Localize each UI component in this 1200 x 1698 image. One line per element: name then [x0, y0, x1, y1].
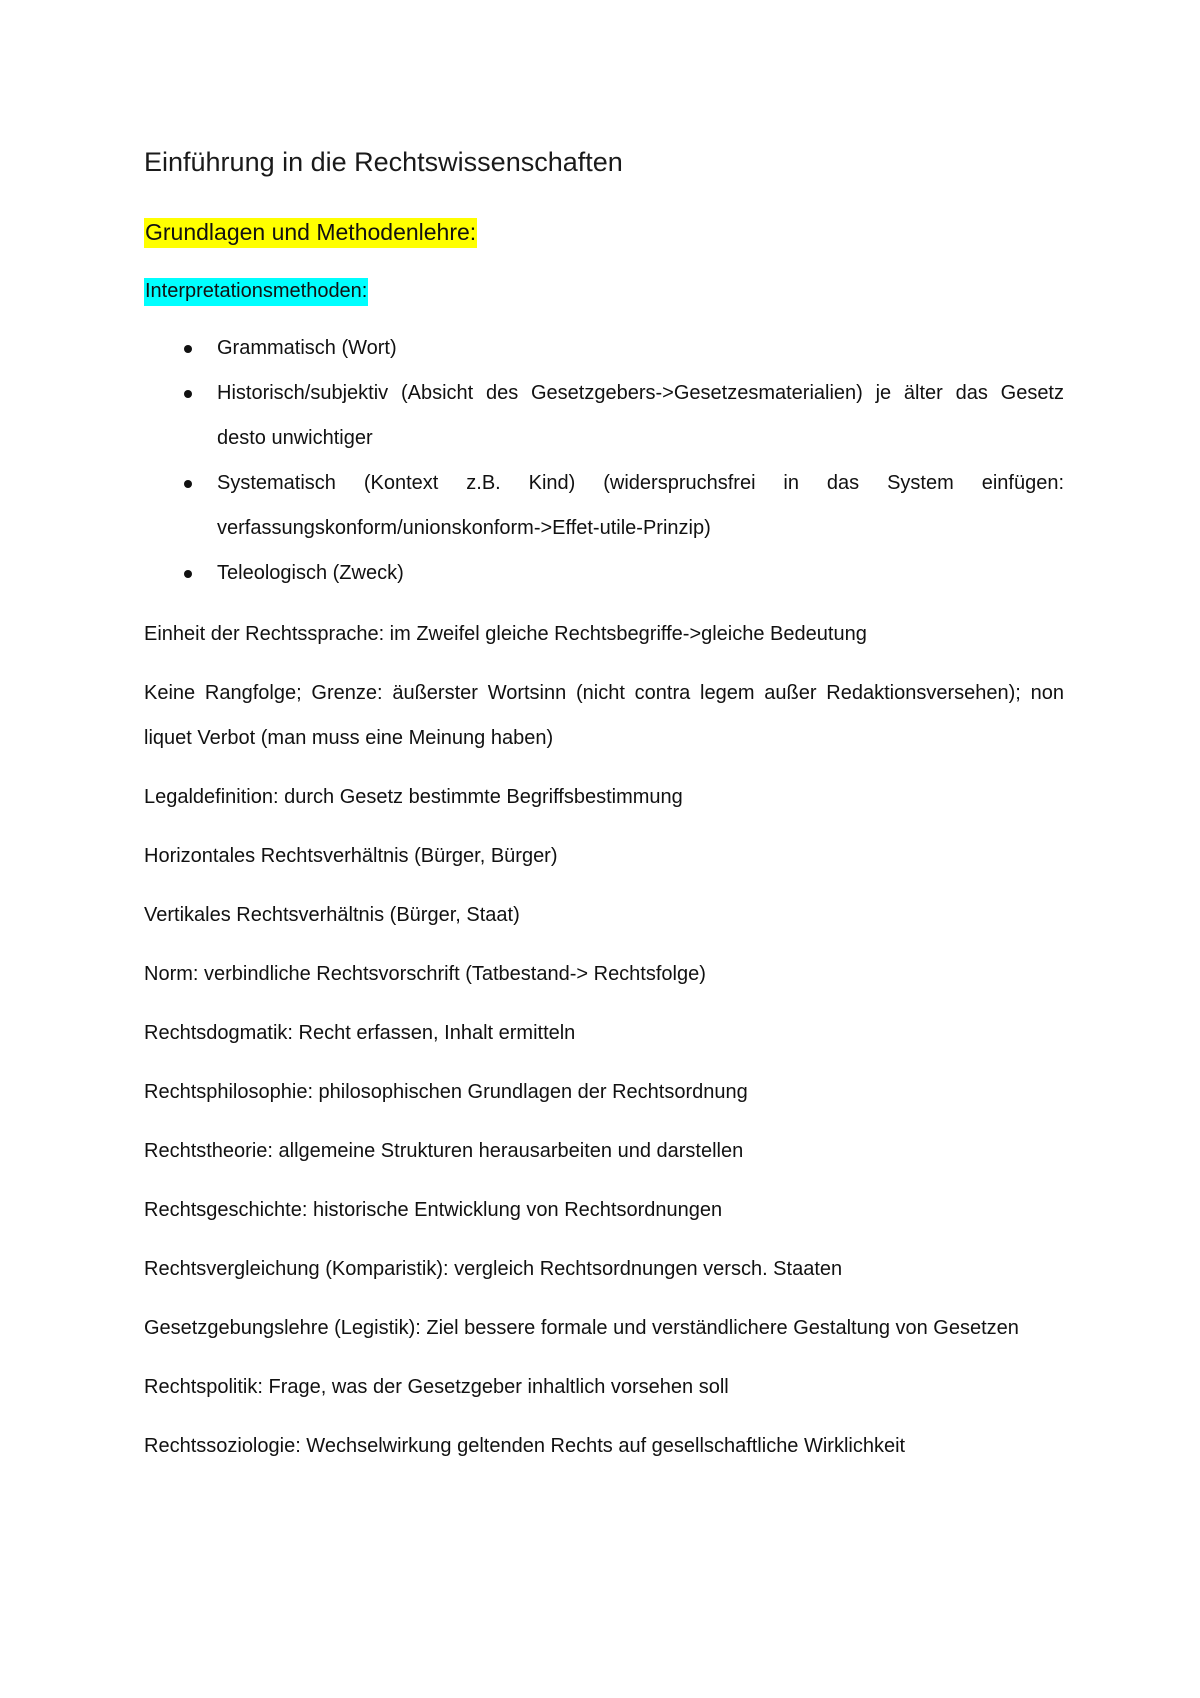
- paragraph: Norm: verbindliche Rechtsvorschrift (Tatbestand-> Rechtsfolge): [144, 963, 706, 985]
- bullet-icon: [184, 390, 192, 398]
- section-heading-text: Grundlagen und Methodenlehre:: [144, 218, 477, 248]
- section-heading: [144, 212, 1064, 252]
- document-page: [144, 140, 1064, 1469]
- bullet-icon: [184, 345, 192, 353]
- bullet-icon: [184, 570, 192, 578]
- list-item: [144, 461, 1064, 551]
- paragraph: Rechtsdogmatik: Recht erfassen, Inhalt ermitteln: [144, 1022, 576, 1044]
- paragraph: Rechtsvergleichung (Komparistik): vergleich Rechtsordnungen versch. Staaten: [144, 1258, 843, 1280]
- paragraph: Rechtspolitik: Frage, was der Gesetzgeber inhaltlich vorsehen soll: [144, 1376, 729, 1398]
- paragraph: Legaldefinition: durch Gesetz bestimmte Begriffsbestimmung: [144, 786, 683, 808]
- list-item-text: Historisch/subjektiv (Absicht des Gesetzgebers->Gesetzesmaterialien) je älter das Gesetz desto unwichtiger: [217, 382, 1064, 449]
- list-item: [144, 326, 1064, 371]
- paragraph: Keine Rangfolge; Grenze: äußerster Wortsinn (nicht contra legem außer Redaktionsversehen); non liquet Verbot (man muss eine Meinung haben): [144, 682, 1064, 749]
- paragraph: Gesetzgebungslehre (Legistik): Ziel bessere formale und verständlichere Gestaltung von Gesetzen: [144, 1317, 1019, 1339]
- list-item: [144, 371, 1064, 461]
- list-item-text: Teleologisch (Zweck): [217, 562, 404, 584]
- list-item-text: Systematisch (Kontext z.B. Kind) (widerspruchsfrei in das System einfügen: verfassungskonform/unionskonform->Effet-utile-Prinzip): [217, 472, 1064, 539]
- bullet-icon: [184, 480, 192, 488]
- paragraph: Rechtstheorie: allgemeine Strukturen herausarbeiten und darstellen: [144, 1140, 744, 1162]
- paragraph: Rechtsgeschichte: historische Entwicklung von Rechtsordnungen: [144, 1199, 723, 1221]
- paragraph: Horizontales Rechtsverhältnis (Bürger, Bürger): [144, 845, 558, 867]
- methods-list: [144, 326, 1064, 596]
- subsection-heading: [144, 274, 1064, 308]
- document-title: Einführung in die Rechtswissenschaften: [144, 147, 623, 177]
- list-item: [144, 551, 1064, 596]
- paragraph: Rechtssoziologie: Wechselwirkung geltenden Rechts auf gesellschaftliche Wirklichkeit: [144, 1435, 906, 1457]
- list-item-text: Grammatisch (Wort): [217, 337, 397, 359]
- paragraph: Rechtsphilosophie: philosophischen Grundlagen der Rechtsordnung: [144, 1081, 748, 1103]
- subsection-heading-text: Interpretationsmethoden:: [144, 278, 368, 306]
- paragraph: Vertikales Rechtsverhältnis (Bürger, Staat): [144, 904, 520, 926]
- paragraph: Einheit der Rechtssprache: im Zweifel gleiche Rechtsbegriffe->gleiche Bedeutung: [144, 623, 867, 645]
